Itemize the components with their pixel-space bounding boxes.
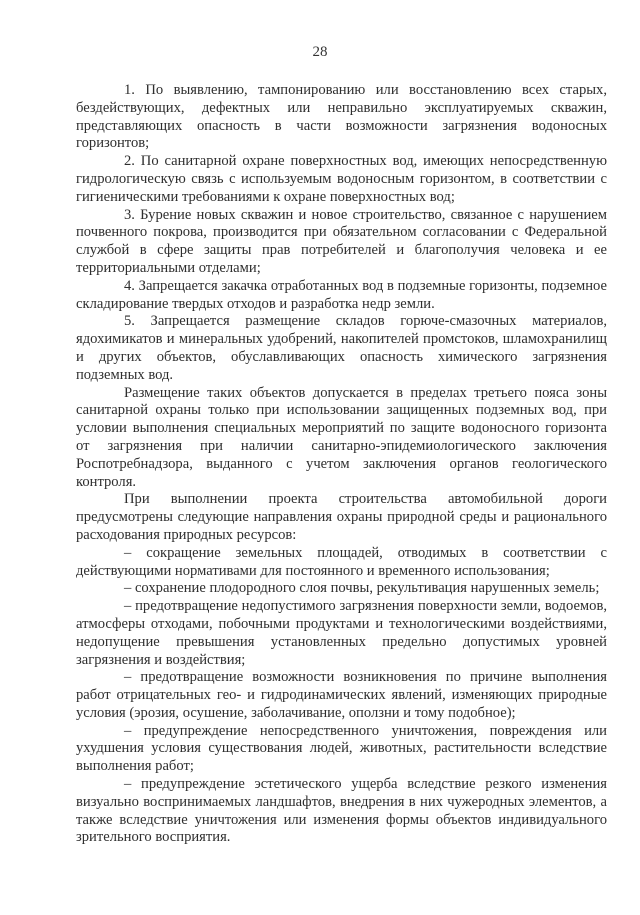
list-item: – предупреждение непосредственного уничтожения, повреждения или ухудшения условия существования людей, животных, растительности вследствие выполнения работ; [76,722,607,775]
list-item: – предотвращение недопустимого загрязнения поверхности земли, водоемов, атмосферы отходами, побочными продуктами и технологическими воздействиями, недопущение превышения установленных предельно допустимых уровней загрязнения и воздействия; [76,598,607,668]
list-item: – сохранение плодородного слоя почвы, рекультивация нарушенных земель; [124,580,600,597]
list-item: – предупреждение эстетического ущерба вследствие резкого изменения визуально воспринимаемых ландшафтов, внедрения в них чужеродных элементов, а также вследствие уничтожения или изменения формы объектов индивидуального зрительного восприятия. [76,776,607,846]
paragraph: 1. По выявлению, тампонированию или восстановлению всех старых, бездействующих, дефектных или неправильно эксплуатируемых скважин, представляющих опасность в части возможности загрязнения водоносных горизонтов; [76,82,607,152]
paragraph: 5. Запрещается размещение складов горюче-смазочных материалов, ядохимикатов и минеральных удобрений, накопителей промстоков, шламохранилищ и других объектов, обуславливающих опасность химического загрязнения подземных вод. [76,313,607,383]
paragraph: 2. По санитарной охране поверхностных вод, имеющих непосредственную гидрологическую связь с используемым водоносным горизонтом, в соответствии с гигиеническими требованиями к охране поверхностных вод; [76,153,607,205]
paragraph: Размещение таких объектов допускается в пределах третьего пояса зоны санитарной охраны только при использовании защищенных подземных вод, при условии выполнения специальных мероприятий по защите водоносного горизонта от загрязнения при наличии санитарно-эпидемиологического заключения Роспотребнадзора, выданного с учетом заключения органов геологического контроля. [76,384,607,490]
paragraph: 4. Запрещается закачка отработанных вод в подземные горизонты, подземное складирование твердых отходов и разработка недр земли. [76,277,607,312]
list-item: – сокращение земельных площадей, отводимых в соответствии с действующими нормативами для постоянного и временного использования; [76,544,607,579]
page-number: 28 [312,44,328,60]
paragraph: При выполнении проекта строительства автомобильной дороги предусмотрены следующие направления охраны природной среды и рационального расходования природных ресурсов: [76,491,607,543]
paragraph: 3. Бурение новых скважин и новое строительство, связанное с нарушением почвенного покрова, производится при обязательном согласовании с Федеральной службой в сфере защиты прав потребителей и благополучия человека и ее территориальными отделами; [76,206,607,276]
document-body [76,82,607,847]
list-item: – предотвращение возможности возникновения по причине выполнения работ отрицательных гео- и гидродинамических явлений, изменяющих природные условия (эрозия, осушение, заболачивание, оползни и тому подобное); [76,669,607,721]
